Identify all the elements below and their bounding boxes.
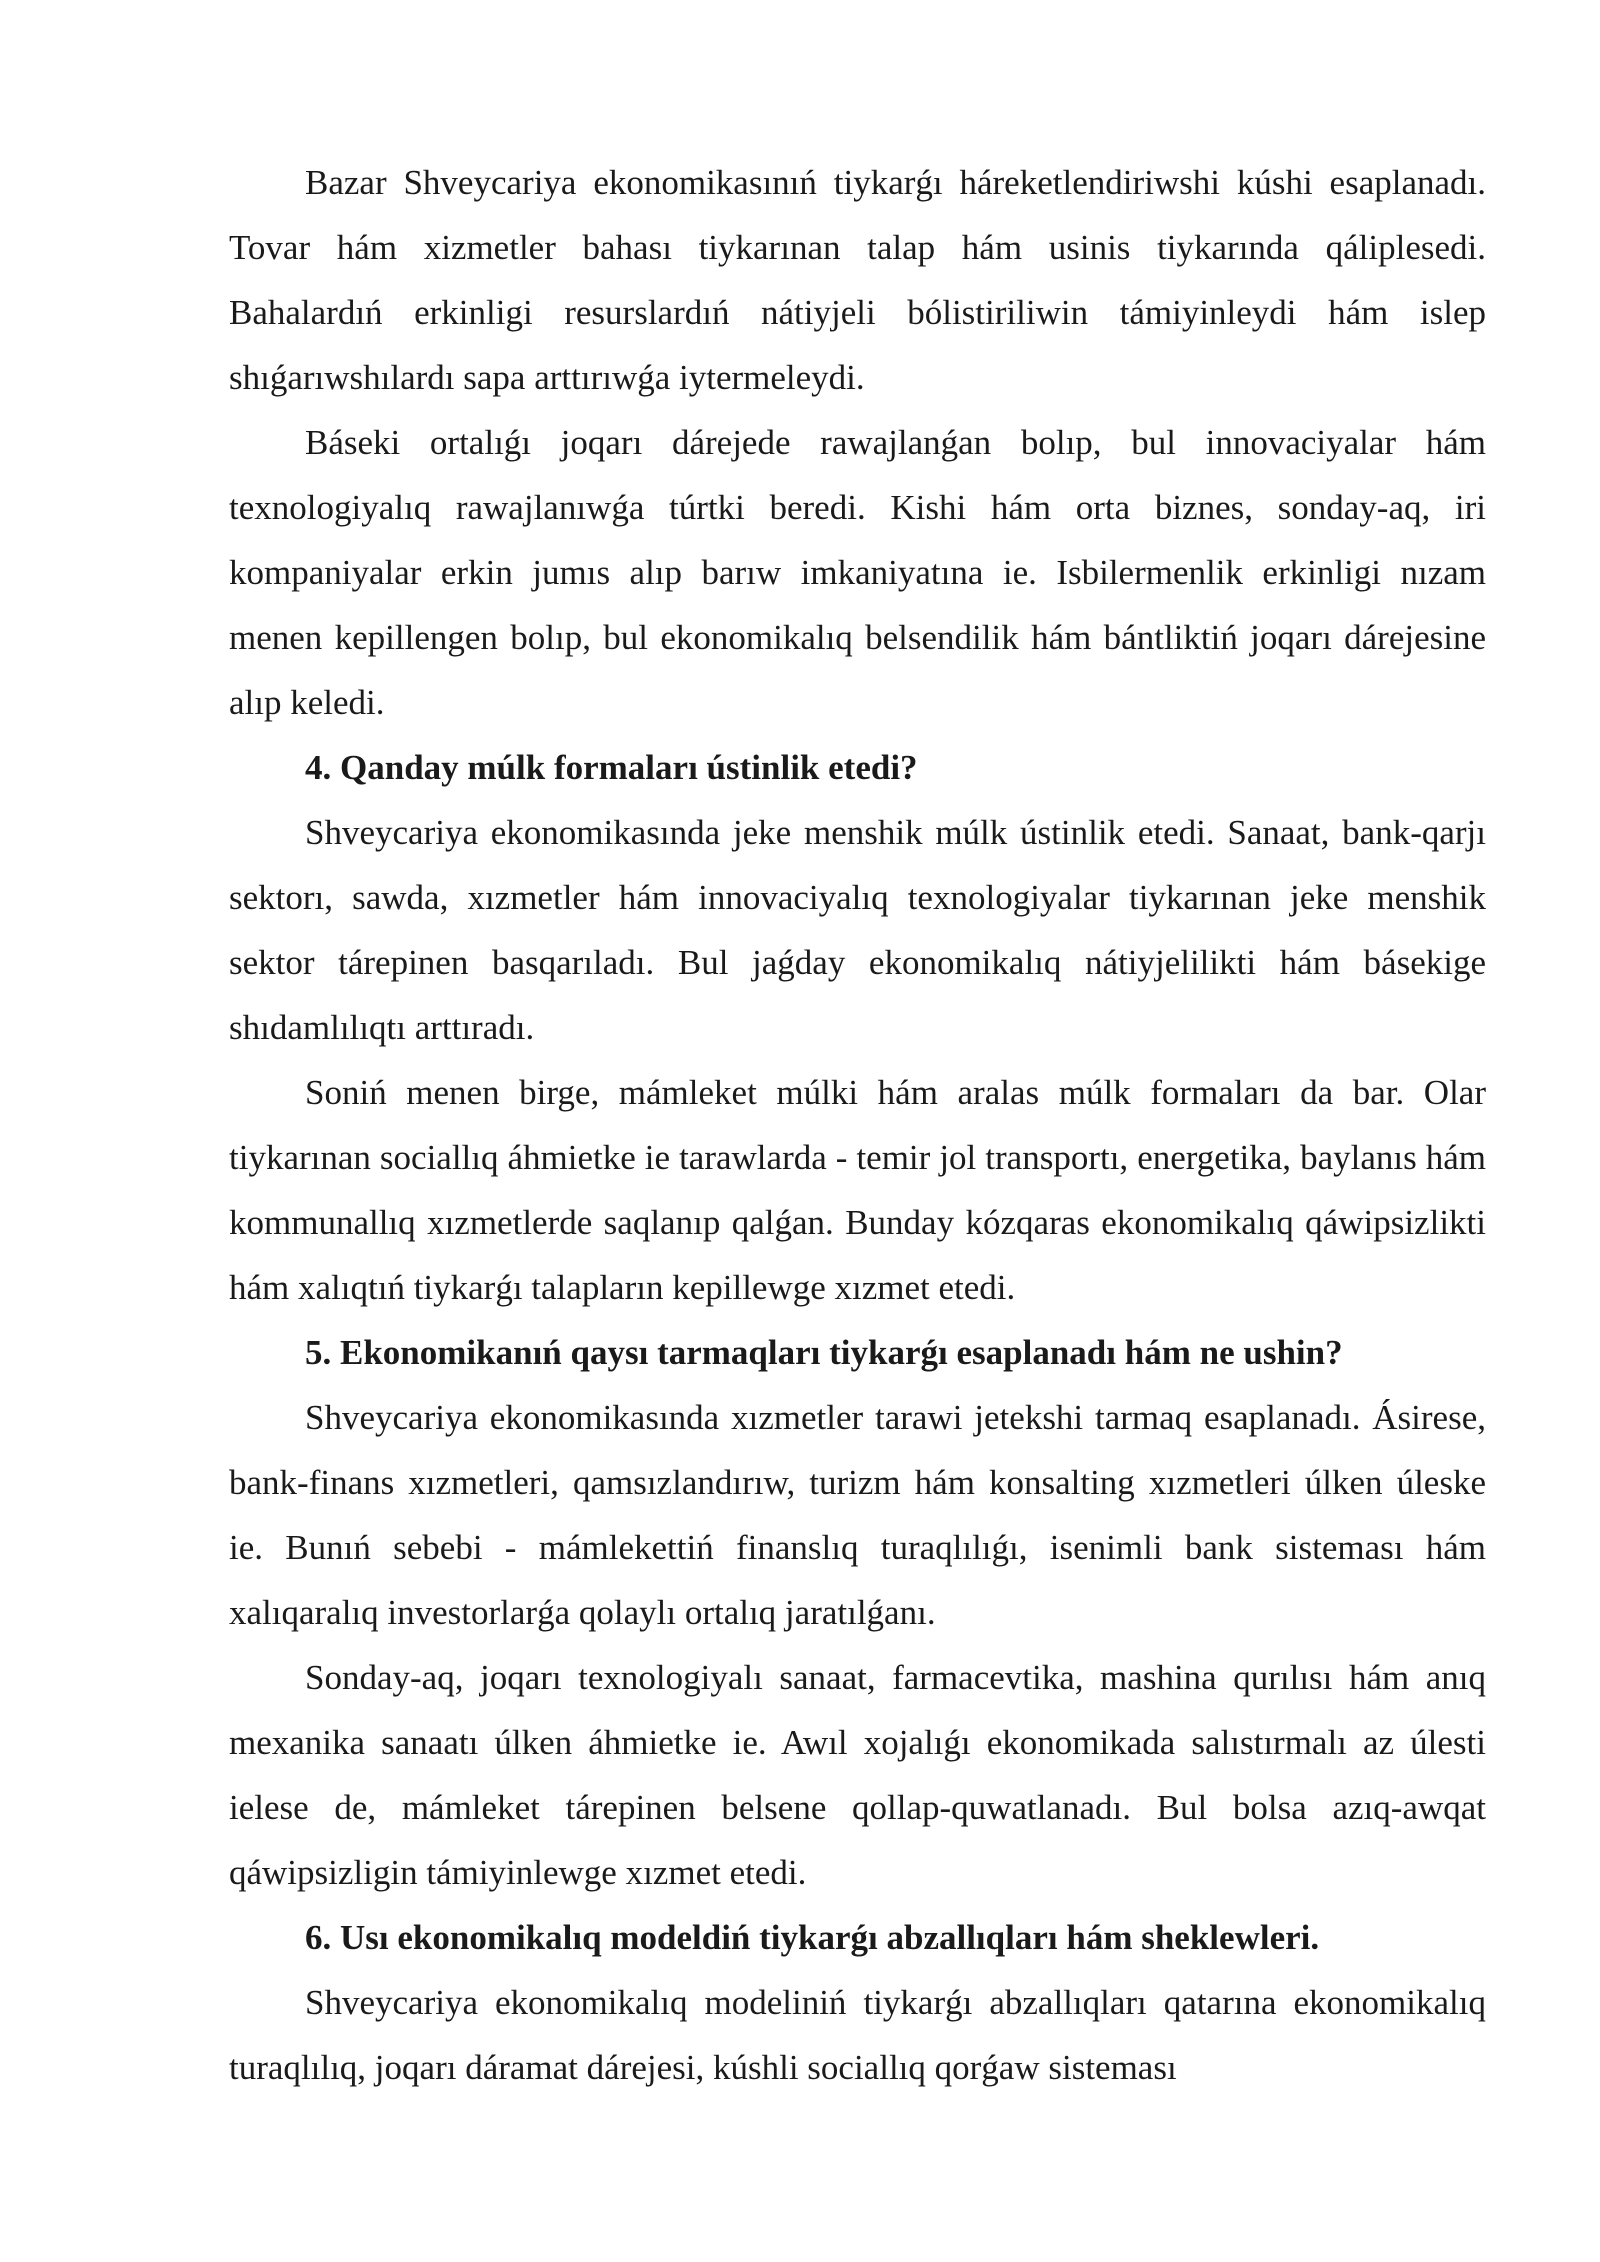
document-page xyxy=(229,150,1486,2100)
paragraph-private-property: Shveycariya ekonomikasında jeke menshik múlk ústinlik etedi. Sanaat, bank-qarjı sektorı, sawda, xızmetler hám innovaciyalıq texnologiyalar tiykarınan jeke menshik sektor tárepinen basqarıladı. Bul jaǵday ekonomikalıq nátiyjelilikti hám básekige shıdamlılıqtı arttıradı. xyxy=(229,813,1486,1047)
paragraph-advantages: Shveycariya ekonomikalıq modeliniń tiykarǵı abzallıqları qatarına ekonomikalıq turaqlılıq, joqarı dáramat dárejesi, kúshli sociallıq qorǵaw sisteması xyxy=(229,1983,1486,2087)
paragraph-state-property: Soniń menen birge, mámleket múlki hám aralas múlk formaları da bar. Olar tiykarınan sociallıq áhmietke ie tarawlarda - temir jol transportı, energetika, baylanıs hám kommunallıq xızmetlerde saqlanıp qalǵan. Bunday kózqaras ekonomikalıq qáwipsizlikti hám xalıqtıń tiykarǵı talapların kepillewge xızmet etedi. xyxy=(229,1073,1486,1307)
heading-question-6: 6. Usı ekonomikalıq modeldiń tiykarǵı abzallıqları hám sheklewleri. xyxy=(305,1918,1320,1957)
paragraph-industry: Sonday-aq, joqarı texnologiyalı sanaat, farmacevtika, mashina qurılısı hám anıq mexanika sanaatı úlken áhmietke ie. Awıl xojalıǵı ekonomikada salıstırmalı az úlesti ielese de, mámleket tárepinen belsene qollap-quwatlanadı. Bul bolsa azıq-awqat qáwipsizligin támiyinlewge xızmet etedi. xyxy=(229,1658,1486,1892)
heading-question-4: 4. Qanday múlk formaları ústinlik etedi? xyxy=(305,748,918,787)
paragraph-competition: Báseki ortalıǵı joqarı dárejede rawajlanǵan bolıp, bul innovaciyalar hám texnologiyalıq rawajlanıwǵa túrtki beredi. Kishi hám orta biznes, sonday-aq, iri kompaniyalar erkin jumıs alıp barıw imkaniyatına ie. Isbilermenlik erkinligi nızam menen kepillengen bolıp, bul ekonomikalıq belsendilik hám bántliktiń joqarı dárejesine alıp keledi. xyxy=(229,423,1486,722)
paragraph-market: Bazar Shveycariya ekonomikasınıń tiykarǵı háreketlendiriwshi kúshi esaplanadı. Tovar hám xizmetler bahası tiykarınan talap hám usinis tiykarında qáliplesedi. Bahalardıń erkinligi resurslardıń nátiyjeli bólistiriliwin támiyinleydi hám islep shıǵarıwshılardı sapa arttırıwǵa iytermeleydi. xyxy=(229,163,1486,397)
paragraph-services-sector: Shveycariya ekonomikasında xızmetler tarawi jetekshi tarmaq esaplanadı. Ásirese, bank-finans xızmetleri, qamsızlandırıw, turizm hám konsalting xızmetleri úlken úleske ie. Bunıń sebebi - mámlekettiń finanslıq turaqlılıǵı, isenimli bank sisteması hám xalıqaralıq investorlarǵa qolaylı ortalıq jaratılǵanı. xyxy=(229,1398,1486,1632)
heading-question-5: 5. Ekonomikanıń qaysı tarmaqları tiykarǵı esaplanadı hám ne ushin? xyxy=(305,1333,1343,1372)
